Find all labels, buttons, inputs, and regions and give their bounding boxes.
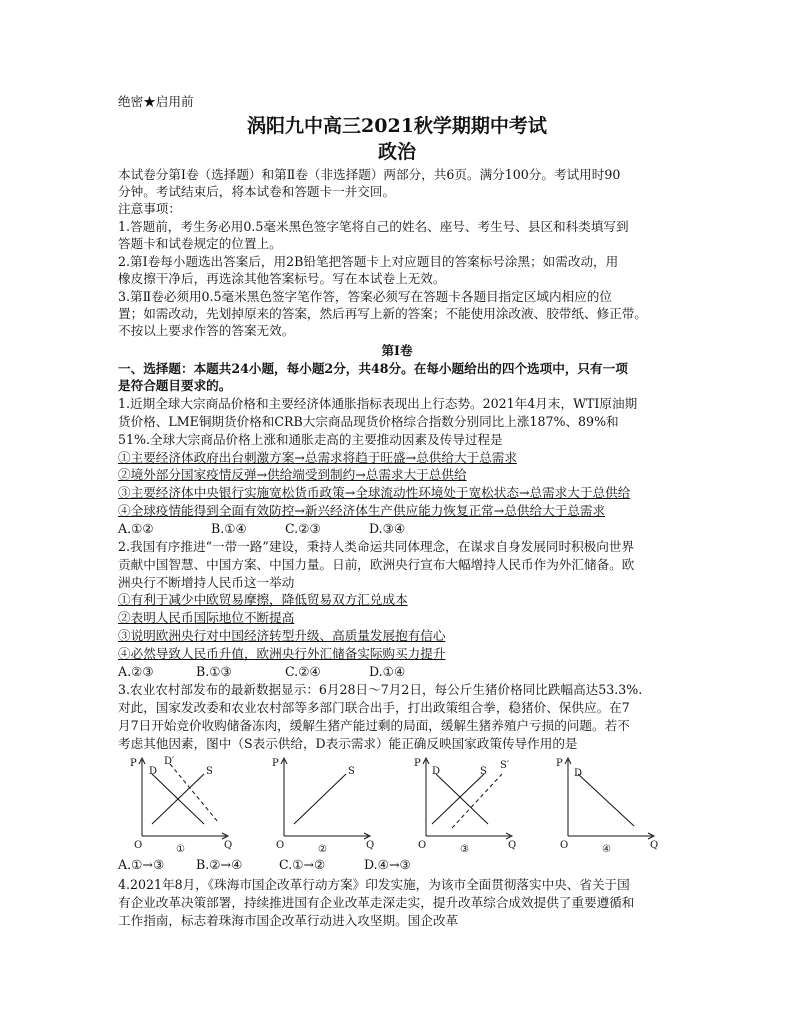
graph-1-q-label: Q — [224, 840, 233, 851]
q2-item: ①有利于减少中欧贸易摩擦，降低贸易双方汇兑成本 — [118, 592, 408, 607]
section-instruction: 一、选择题：本题共24小题，每小题2分，共48分。在每小题给出的四个选项中，只有一项 — [118, 361, 628, 376]
q1-option-c: C.②③ — [285, 521, 321, 536]
q1-item: ①主要经济体政府出台刺激方案→总需求将趋于旺盛→总供给大于总需求 — [118, 450, 517, 465]
q3-stem: 对此，国家发改委和农业农村部等多部门联合出手，打出政策组合拳，稳猪价、保供应。在7 — [118, 700, 630, 715]
graph-4-d-label: D — [574, 768, 583, 779]
notes-line: 不按以上要求作答的答案无效。 — [118, 323, 295, 338]
q2-option-a: A.②③ — [118, 664, 154, 679]
notes-line: 置；如需改动，先划掉原来的答案，然后再写上新的答案；不能使用涂改液、胶带纸、修正带。 — [118, 306, 647, 321]
intro-line: 分钟。考试结束后，将本试卷和答题卡一并交回。 — [118, 184, 396, 199]
q4-stem: 4.2021年8月，《珠海市国企改革行动方案》印发实施，为该市全面贯彻落实中央、省关于国 — [118, 877, 630, 892]
graph-4-o-label: O — [560, 840, 569, 851]
intro-line: 本试卷分第Ⅰ卷（选择题）和第Ⅱ卷（非选择题）两部分，共6页。满分100分。考试用时90 — [118, 167, 621, 182]
q1-option-d: D.③④ — [369, 521, 406, 536]
exam-title: 涡阳九中高三2021秋学期期中考试 — [247, 115, 547, 137]
q1-option-a: A.①② — [118, 521, 154, 536]
q1-option-b: B.①④ — [211, 521, 247, 536]
graph-3-o-label: O — [418, 840, 427, 851]
graph-1-p-label: P — [130, 758, 137, 769]
q2-option-c: C.②④ — [285, 664, 321, 679]
q2-option-d: D.①④ — [369, 664, 406, 679]
notes-line: 2.第Ⅰ卷每小题选出答案后，用2B铅笔把答题卡上对应题目的答案标号涂黑；如需改动，用 — [118, 254, 619, 269]
subject-title: 政治 — [377, 141, 416, 163]
notes-line: 3.第Ⅱ卷必须用0.5毫米黑色签字笔作答，答案必须写在答题卡各题目指定区域内相应的位 — [118, 289, 612, 304]
graph-2-o-label: O — [276, 840, 285, 851]
q1-item: ②境外部分国家疫情反弹→供给端受到制约→总需求大于总供给 — [118, 467, 467, 482]
graph-1-o-label: O — [134, 840, 143, 851]
supply-demand-graphs — [118, 752, 678, 858]
graph-2-p-label: P — [272, 758, 279, 769]
section-instruction: 是符合题目要求的。 — [118, 378, 232, 393]
q1-item: ③主要经济体中央银行实施宽松货币政策→全球流动性环境处于宽松状态→总需求大于总供给 — [118, 485, 631, 500]
graph-1-s-label: S — [206, 766, 213, 777]
q2-stem: 2.我国有序推进“一带一路”建设，秉持人类命运共同体理念，在谋求自身发展同时积极向世界 — [118, 539, 635, 554]
graph-4-q-label: Q — [650, 840, 659, 851]
q3-option-a: A.①→③ — [118, 857, 165, 872]
graph-3-d-label: D — [432, 766, 441, 777]
q3-option-b: B.②→④ — [196, 857, 243, 872]
graph-3-number: ③ — [460, 844, 469, 855]
secret-mark: 绝密★启用前 — [118, 94, 194, 109]
q2-stem: 洲央行不断增持人民币这一举动 — [118, 575, 295, 590]
part1-heading: 第Ⅰ卷 — [381, 343, 413, 358]
graph-2-q-label: Q — [366, 840, 375, 851]
q2-item: ③说明欧洲央行对中国经济转型升级、高质量发展抱有信心 — [118, 628, 446, 643]
q3-stem: 月7日开始竞价收购储备冻肉，缓解生猪产能过剩的局面，缓解生猪养殖户亏损的问题。若不 — [118, 718, 630, 733]
q3-stem: 考虑其他因素，图中（S表示供给，D表示需求）能正确反映国家政策传导作用的是 — [118, 736, 578, 751]
notes-line: 答题卡和试卷规定的位置上。 — [118, 236, 282, 251]
graph-1-d-label: D — [149, 766, 158, 777]
q1-item: ④全球疫情能得到全面有效防控→新兴经济体生产供应能力恢复正常→总供给大于总需求 — [118, 503, 606, 518]
q3-stem: 3.农业农村部发布的最新数据显示：6月28日～7月2日，每公斤生猪价格同比跌幅高达53.3%. — [118, 682, 643, 697]
graph-4-number: ④ — [602, 844, 611, 855]
graph-2-number: ② — [318, 844, 327, 855]
q1-stem: 货价格、LME铜期货价格和CRB大宗商品现货价格综合指数分别同比上涨187%、89%和 — [118, 414, 619, 429]
notes-line: 橡皮擦干净后，再选涂其他答案标号。写在本试卷上无效。 — [118, 271, 446, 286]
q3-option-d: D.④→③ — [364, 857, 411, 872]
q1-stem: 51%.全球大宗商品价格上涨和通胀走高的主要推动因素及传导过程是 — [118, 432, 503, 447]
notes-heading: 注意事项： — [118, 201, 181, 216]
q4-stem: 工作指南，标志着珠海市国企改革行动进入攻坚期。国企改革 — [118, 913, 459, 928]
q4-stem: 有企业改革决策部署，持续推进国有企业改革走深走实，提升改革综合成效提供了重要遵循和 — [118, 895, 635, 910]
q2-item: ④必然导致人民币升值，欧洲央行外汇储备实际购买力提升 — [118, 646, 446, 661]
graph-3-s-prime-label: S′ — [500, 760, 510, 771]
notes-line: 1.答题前，考生务必用0.5毫米黑色签字笔将自己的姓名、座号、考生号、县区和科类填写到 — [118, 219, 629, 234]
graph-2 — [281, 758, 370, 839]
graph-1-number: ① — [176, 844, 185, 855]
graph-2-s-label: S — [348, 766, 355, 777]
graph-1-d-prime-label: D′ — [164, 756, 175, 767]
q2-option-b: B.①③ — [196, 664, 232, 679]
graph-4-p-label: P — [556, 758, 563, 769]
graph-3-p-label: P — [414, 758, 421, 769]
q1-stem: 1.近期全球大宗商品价格和主要经济体通胀指标表现出上行态势。2021年4月末，WTI原油期 — [118, 396, 638, 411]
graph-3-q-label: Q — [508, 840, 517, 851]
q2-stem: 贡献中国智慧、中国方案、中国力量。日前，欧洲央行宣布大幅增持人民币作为外汇储备。欧 — [118, 557, 635, 572]
q2-item: ②表明人民币国际地位不断提高 — [118, 610, 295, 625]
q3-option-c: C.①→② — [279, 857, 326, 872]
graph-3-s-label: S — [480, 766, 487, 777]
